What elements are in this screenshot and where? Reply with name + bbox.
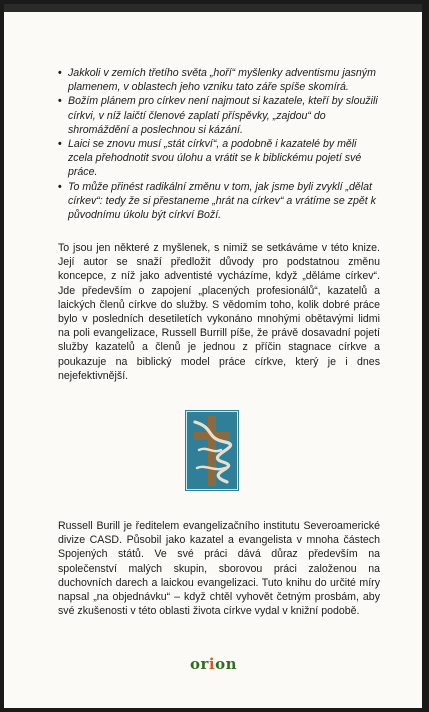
logo-accent: i bbox=[208, 655, 216, 673]
bullet-item: • Božím plánem pro církev není najmout si kazatele, kteří by sloužili církvi, v níž laičtí členové zaplatí příspěvky, „zajdou“ do shromáždění a poslechnou si kázání. bbox=[58, 94, 380, 137]
publisher-logo bbox=[190, 657, 237, 671]
highlight-bullets bbox=[58, 66, 380, 222]
bullet-item: • Jakkoli v zemích třetího světa „hoří“ myšlenky adventismu jasným plamenem, v oblastech jeho vzniku tato záře spíše skomírá. bbox=[58, 66, 380, 94]
logo-part: on bbox=[215, 655, 238, 673]
bullet-item: • To může přinést radikální změnu v tom, jak jsme byli zvyklí „dělat církev“: tedy že si přestaneme „hrát na církev“ a vrátíme se zpět k původnímu úkolu být církví Boží. bbox=[58, 180, 380, 223]
cross-with-vine-icon bbox=[185, 410, 239, 491]
logo-part: or bbox=[190, 655, 209, 673]
back-cover bbox=[4, 4, 422, 708]
intro-paragraph: To jsou jen některé z myšlenek, s nimiž se setkáváme v této knize. Její autor se snaží předložit důvody pro podstatnou změnu koncepce, z níž jako adventisté vycházíme, když „děláme církev“. Jde především o zapojení „placených profesionálů“, kazatelů a laických členů církve do služby. S vědomím toho, kolik dobré práce bylo v posledních desetiletích vykonáno mnohými obětavými lidmi na poli evangelizace, Russell Burrill píše, že právě dosavadní pojetí služby kazatelů a členů je jednou z příčin stagnace církve a poukazuje na biblický model práce církve, který je i dnes nejefektivnější. bbox=[58, 242, 380, 382]
top-edge-band bbox=[4, 4, 422, 12]
author-paragraph: Russell Burill je ředitelem evangelizačního institutu Severoamerické divize CASD. Působil jako kazatel a evangelista v mnoha částech Spojených států. Ve své práci dává důraz především na společenství malých skupin, sborovou práci založenou na duchovních darech a laickou evangelizaci. Tuto knihu do určité míry napsal „na objednávku“ – když chtěl vyhovět četným prosbám, aby své zkušenosti v této oblasti života církve vydal v knižní podobě. bbox=[58, 520, 380, 618]
bullet-item: • Laici se znovu musí „stát církví“, a podobně i kazatelé by měli zcela přehodnotit svou úlohu a vrátit se k biblickému pojetí své práce. bbox=[58, 137, 380, 180]
